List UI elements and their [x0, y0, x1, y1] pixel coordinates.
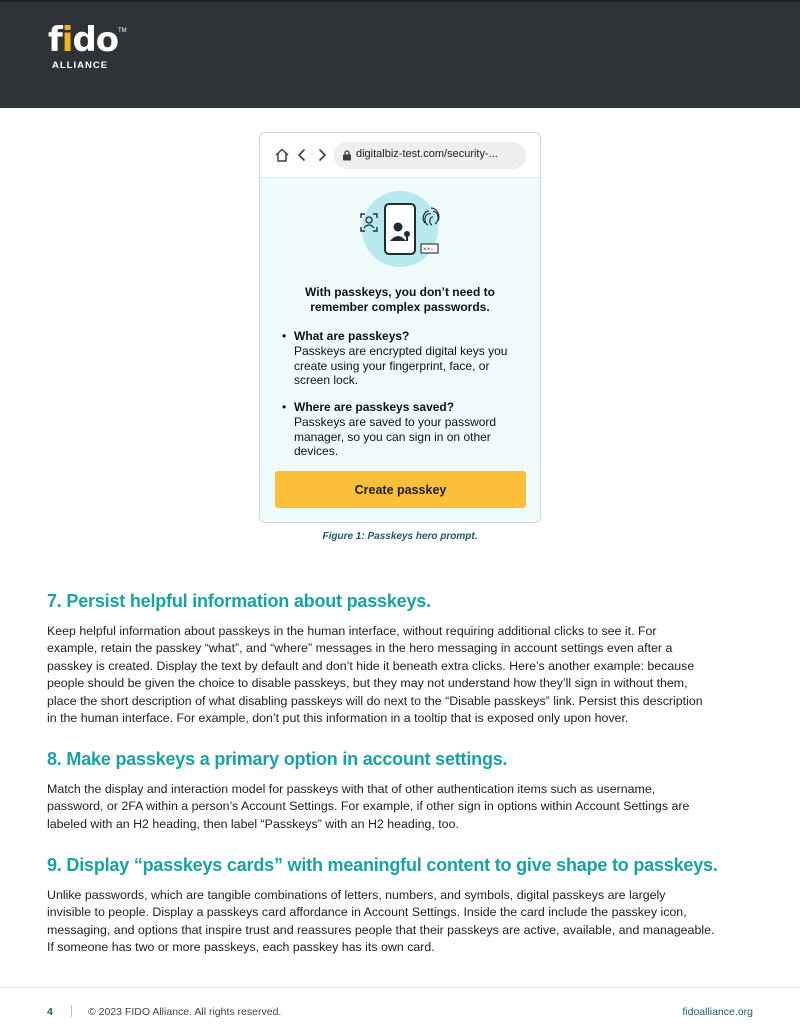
footer-divider [0, 987, 800, 988]
bullet-description: Passkeys are encrypted digital keys you create using your fingerprint, face, or screen lock. [294, 344, 508, 387]
page-header [0, 0, 800, 108]
url-text: digitalbiz-test.com/security-... [356, 148, 498, 160]
section-heading-8: 8. Make passkeys a primary option in account settings. [47, 749, 508, 769]
back-arrow-icon[interactable] [294, 147, 310, 163]
address-bar[interactable] [334, 142, 526, 169]
page-number: 4 [47, 1006, 53, 1018]
passkeys-hero-mockup: digitalbiz-test.com/security-... ××- With passkeys, you don’t need to remember complex passwords. • What are passkeys? Passkeys are encrypted digital keys you create using your fingerprint, face, or screen lock. • Where are passkeys saved? Passkeys are saved to your password manager, so you can sign in on other devices. Create passkey [259, 132, 541, 523]
section-heading-9: 9. Display “passkeys cards” with meaningful content to give shape to passkeys. [47, 855, 718, 875]
create-passkey-button[interactable]: Create passkey [275, 471, 526, 508]
logo-wordmark: fido [48, 20, 119, 60]
section-paragraph-8: Match the display and interaction model for passkeys with that of other authentication items such as username, password, or 2FA within a person’s Account Settings. For example, if other sign in options within Account Settings are labeled with an H2 heading, then label “Passkeys” with an H2 heading, too. [47, 782, 690, 831]
lock-icon [342, 150, 352, 161]
section-paragraph-7: Keep helpful information about passkeys in the human interface, without requiring additional clicks to see it. For example, retain the passkey “what”, and “where” messages in the hero messaging in account settings even after a passkey is created. Display the text by default and don’t hide it beneath extra clicks. Here’s another example: because people should be given the choice to disable passkeys, but they may not understand how they’ll sign in without them, place the short description of what disabling passkeys will do next to the “Disable passkeys” link. Persist this description in the human interface. For example, don’t put this information in a tooltip that is exposed only upon hover. [47, 624, 703, 726]
logo-subtitle: ALLIANCE [52, 60, 109, 71]
section-paragraph-9: Unlike passwords, which are tangible combinations of letters, numbers, and symbols, digital passkeys are largely invisible to people. Display a passkeys card affordance in Account Settings. Inside the card include the passkey icon, messaging, and options that inspire trust and reassures people that their passkeys are active, available, and manageable. If someone has two or more passkeys, each passkey has its own card. [47, 888, 715, 955]
logo-trademark: TM [118, 28, 127, 34]
section-heading-7: 7. Persist helpful information about passkeys. [47, 591, 431, 611]
forward-arrow-icon[interactable] [314, 147, 330, 163]
svg-text:××-: ××- [423, 246, 434, 253]
home-icon[interactable] [274, 147, 290, 163]
hero-title: With passkeys, you don’t need to remember complex passwords. [305, 285, 495, 314]
passkey-device-illustration [355, 191, 445, 281]
figure-caption: Figure 1: Passkeys hero prompt. [322, 531, 478, 542]
bullet-title: Where are passkeys saved? [294, 400, 455, 414]
footer-separator [71, 1005, 72, 1017]
website-link[interactable]: fidoalliance.org [682, 1006, 753, 1018]
copyright-text: © 2023 FIDO Alliance. All rights reserved. [88, 1006, 282, 1018]
bullet-description: Passkeys are saved to your password manager, so you can sign in on other devices. [294, 415, 497, 458]
browser-bar [260, 133, 540, 178]
fido-alliance-logo [48, 22, 128, 74]
bullet-title: What are passkeys? [294, 329, 410, 343]
